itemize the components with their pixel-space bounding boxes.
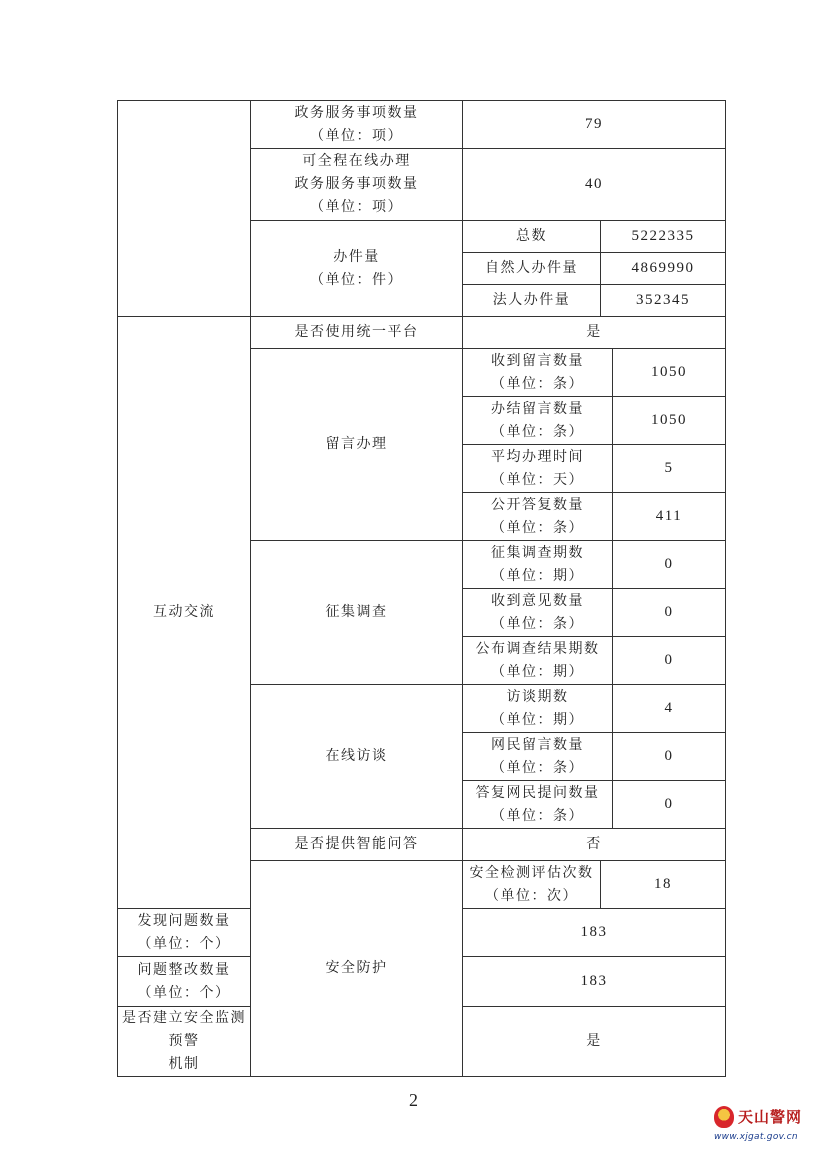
- group-label: 在线访谈: [251, 685, 463, 829]
- row-label: 政务服务事项数量 （单位：项）: [251, 101, 463, 149]
- row-value: 79: [463, 101, 726, 149]
- row-label: 是否使用统一平台: [251, 317, 463, 349]
- row-value: 40: [463, 149, 726, 221]
- table-row: [118, 101, 726, 149]
- sub-label: 公布调查结果期数 （单位：期）: [463, 637, 613, 685]
- sub-value: 1050: [613, 349, 726, 397]
- sub-value: 352345: [601, 285, 726, 317]
- sub-value: 0: [613, 781, 726, 829]
- site-watermark: [710, 1104, 820, 1154]
- sub-label: 答复网民提问数量 （单位：条）: [463, 781, 613, 829]
- watermark-url: www.xjgat.gov.cn: [714, 1132, 798, 1142]
- sub-value: 1050: [613, 397, 726, 445]
- table-row: [118, 317, 726, 349]
- sub-value: 4: [613, 685, 726, 733]
- sub-value: 411: [613, 493, 726, 541]
- row-value: 是: [463, 1007, 726, 1077]
- page-number: 2: [409, 1090, 418, 1110]
- sub-label: 办结留言数量 （单位：条）: [463, 397, 613, 445]
- sub-label: 征集调查期数 （单位：期）: [463, 541, 613, 589]
- row-value: 18: [601, 861, 726, 909]
- sub-label: 访谈期数 （单位：期）: [463, 685, 613, 733]
- row-value: 183: [463, 957, 726, 1007]
- sub-value: 0: [613, 541, 726, 589]
- report-table: [117, 100, 726, 1077]
- watermark-title: 天山警网: [738, 1108, 803, 1126]
- group-label: 留言办理: [251, 349, 463, 541]
- row-label: 发现问题数量 （单位：个）: [118, 909, 251, 957]
- sub-label: 网民留言数量 （单位：条）: [463, 733, 613, 781]
- sub-label: 总数: [463, 221, 601, 253]
- sub-label: 收到意见数量 （单位：条）: [463, 589, 613, 637]
- sub-label: 收到留言数量 （单位：条）: [463, 349, 613, 397]
- row-value: 是: [463, 317, 726, 349]
- row-value: 183: [463, 909, 726, 957]
- row-label: 安全检测评估次数 （单位：次）: [463, 861, 601, 909]
- category-cell: 互动交流: [118, 317, 251, 909]
- sub-label: 平均办理时间 （单位：天）: [463, 445, 613, 493]
- category-cell-blank: [118, 101, 251, 317]
- row-label: 是否建立安全监测预警 机制: [118, 1007, 251, 1077]
- row-label: 办件量 （单位：件）: [251, 221, 463, 317]
- row-value: 否: [463, 829, 726, 861]
- police-emblem-icon: [714, 1106, 734, 1128]
- sub-value: 0: [613, 589, 726, 637]
- sub-label: 自然人办件量: [463, 253, 601, 285]
- sub-value: 4869990: [601, 253, 726, 285]
- group-label: 征集调查: [251, 541, 463, 685]
- row-label: 问题整改数量 （单位：个）: [118, 957, 251, 1007]
- row-label: 可全程在线办理 政务服务事项数量 （单位：项）: [251, 149, 463, 221]
- sub-value: 5222335: [601, 221, 726, 253]
- sub-value: 0: [613, 637, 726, 685]
- sub-label: 法人办件量: [463, 285, 601, 317]
- row-label: 是否提供智能问答: [251, 829, 463, 861]
- sub-value: 0: [613, 733, 726, 781]
- sub-value: 5: [613, 445, 726, 493]
- category-cell: 安全防护: [251, 861, 463, 1077]
- sub-label: 公开答复数量 （单位：条）: [463, 493, 613, 541]
